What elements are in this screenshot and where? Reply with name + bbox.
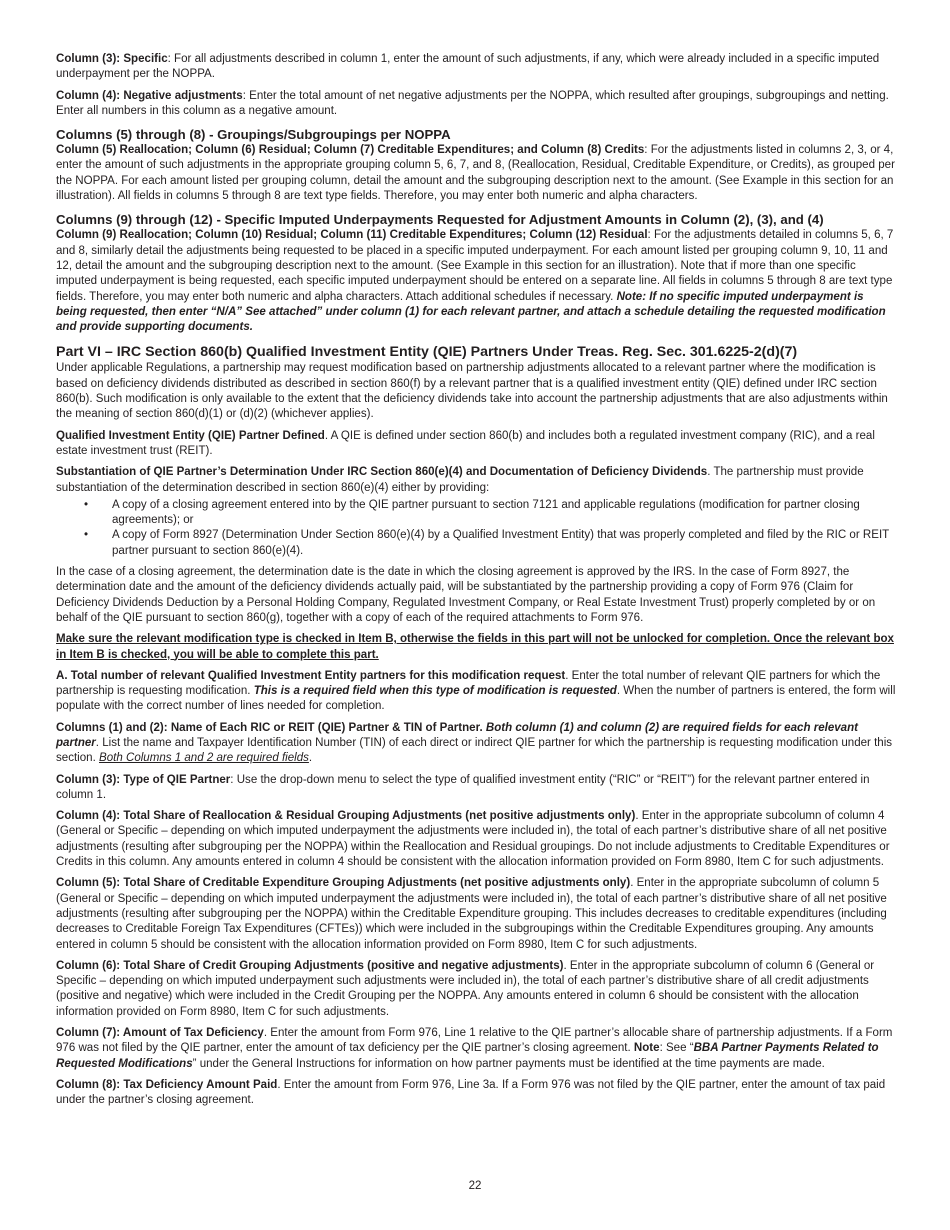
cols9to12-paragraph [56, 228, 896, 335]
closing-agreement-paragraph: In the case of a closing agreement, the determination date is the date in which the closing agreement is approved by the IRS. In the case of Form 8927, the determination date and the amount of the deficiency dividends actually paid, will be substantiated by the partnership providing a copy of Form 976 (Claim for Deficiency Dividends Deduction by a Personal Holding Company, Regulated Investment Company, or Real Estate Investment Trust) properly completed by or on behalf of the QIE pursuant to section 860(g), together with a copy of each of the required attachments to Form 976. [56, 566, 876, 624]
columns-1-2-required-note: Both column (1) and column (2) are required fields for each relevant partner [56, 721, 858, 749]
columns-1-2-paragraph [56, 721, 896, 767]
bullet-icon: • [84, 529, 89, 542]
page-number: 22 [468, 1180, 482, 1192]
col4-text: : Enter the total amount of net negative adjustments per the NOPPA, which resulted after groupings, subgroupings and netting. Enter all numbers in this column as a negative amount. [56, 89, 889, 117]
column-8-text: . Enter the amount from Form 976, Line 3a. If a Form 976 was not filed by the QIE partner, enter the amount of tax paid under the partner’s closing agreement. [56, 1078, 886, 1107]
col3-label: Column (3): Specific [56, 53, 168, 65]
col4-paragraph [56, 89, 896, 120]
column-5-paragraph [56, 876, 896, 952]
cols5to8-text: : For the adjustments listed in columns 2, 3, or 4, enter the amount of such adjustments in the appropriate grouping column 5, 6, 7, and 8, (Reallocation, Residual, Creditable Expenditure, or Credits), as grouped per the NOPPA. For each amount listed per grouping column, detail the amount and the subgrouping description next to the amount. (See Example in this section for an illustration). All fields in columns 5 through 8 are text type fields. Therefore, you may enter both numeric and alpha characters. [56, 144, 895, 203]
item-b-warning [56, 632, 896, 663]
col4-label: Column (4): Negative adjustments [56, 89, 243, 102]
column-6-paragraph [56, 959, 896, 1020]
document-page [56, 52, 896, 1115]
substantiation-list [56, 498, 896, 559]
column-7-note-label: Note [633, 1042, 660, 1055]
substantiation-label: Substantiation of QIE Partner’s Determination Under IRC Section 860(e)(4) and Documentation of Deficiency Dividends [56, 466, 708, 479]
column-7-label: Column (7): Amount of Tax Deficiency [56, 1027, 264, 1040]
column-3-paragraph [56, 773, 896, 804]
cols5to8-paragraph [56, 143, 896, 204]
item-b-warning-text: Make sure the relevant modification type is checked in Item B, otherwise the fields in this part will not be unlocked for completion. Once the relevant box in Item B is checked, you will be able to complete this part. [56, 633, 894, 661]
column-8-paragraph [56, 1078, 896, 1109]
substantiation-paragraph [56, 465, 896, 496]
columns-1-2-text: . List the name and Taxpayer Identification Number (TIN) of each direct or indirect QIE partner for which the partnership is requesting modification under this section. [56, 736, 893, 765]
column-7-text-3: ” under the General Instructions for information on how partner payments must be identified at the time payments are made. [192, 1057, 825, 1070]
column-8-label: Column (8): Tax Deficiency Amount Paid [56, 1078, 278, 1091]
qie-defined-label: Qualified Investment Entity (QIE) Partner Defined [56, 429, 325, 442]
column-6-label: Column (6): Total Share of Credit Grouping Adjustments (positive and negative adjustments) [56, 959, 564, 972]
list-item [84, 498, 896, 529]
qie-defined-paragraph [56, 429, 896, 460]
column-4-text: . Enter in the appropriate subcolumn of column 4 (General or Specific – depending on which imputed underpayment the adjustments were included in), the total of each partner’s distributive share of all net positive adjustments (resulting after subgrouping per the NOPPA) within the Reallocation and Residual groupings. Do not include adjustments to Creditable Expenditures or Credits in this column. Any amounts entered in column 4 should be consistent with the allocation information provided on Form 8980, Item C for such adjustments. [56, 810, 890, 869]
column-3-label: Column (3): Type of QIE Partner [56, 773, 231, 786]
item-a-label: A. Total number of relevant Qualified Investment Entity partners for this modification request [56, 669, 566, 682]
column-7-paragraph [56, 1026, 896, 1072]
item-a-required-note: This is a required field when this type of modification is requested [253, 685, 617, 698]
cols5to8-heading: Columns (5) through (8) - Groupings/Subgroupings per NOPPA [56, 127, 451, 143]
list-item-text: A copy of Form 8927 (Determination Under Section 860(e)(4) by a Qualified Investment Entity) that was properly completed and filed by the RIC or REIT partner pursuant to section 860(e)(4). [112, 529, 890, 557]
list-item [84, 528, 896, 559]
columns-1-2-label: Columns (1) and (2): Name of Each RIC or REIT (QIE) Partner & TIN of Partner. [56, 721, 486, 734]
item-a-text-end: . When the number of partners is entered, the form will populate with the correct number of lines needed for completion. [56, 685, 896, 713]
item-a-paragraph [56, 669, 896, 715]
part6-heading: Part VI – IRC Section 860(b) Qualified Investment Entity (QIE) Partners Under Treas. Reg. Sec. 301.6225-2(d)(7) [56, 344, 798, 361]
cols9to12-note: Note: If no specific imputed underpayment is being requested, then enter “N/A” See attached” under column (1) for each relevant partner, and attach a schedule detailing the requested modification and provide supporting documents. [56, 290, 886, 334]
qie-defined-text: . A QIE is defined under section 860(b) and includes both a regulated investment company (RIC), and a real estate investment trust (REIT). [56, 429, 875, 457]
column-5-text: . Enter in the appropriate subcolumn of column 5 (General or Specific – depending on which imputed underpayment the adjustments were included in), the total of each partner’s distributive share of all net positive adjustments (resulting after subgrouping per the NOPPA) within the Creditable Expenditure grouping. This includes decreases to creditable expenditures (including decreases to Creditable Foreign Tax Expenditures (CFTEs)) which were included in the subgroupings within the Creditable Expenditures grouping. Any amounts entered in column 5 should be consistent with the allocation information provided on Form 8980, Item C for such adjustments. [56, 877, 887, 951]
part6-intro: Under applicable Regulations, a partnership may request modification based on partnership adjustments allocated to a relevant partner where the modification is based on deficiency dividends distributed as described in section 860(f) by a relevant partner that is a qualified investment entity (QIE) defined under IRC section 860(b). Such modification is only available to the extent that the deficiency dividends take into account the partnership adjustments that are also adjustments within the meaning of section 860(d)(1) or (d)(2) (whichever applies). [56, 362, 888, 421]
col3-paragraph [56, 52, 896, 83]
column-7-text-2: : See “ [659, 1042, 694, 1055]
column-7-reference: BBA Partner Payments Related to Requested Modifications [56, 1042, 879, 1070]
item-a-text: . Enter the total number of relevant QIE partners for which the partnership is requesting modification. [56, 669, 881, 698]
column-4-label: Column (4): Total Share of Reallocation & Residual Grouping Adjustments (net positive adjustments only) [56, 810, 636, 823]
columns-1-2-underlined: Both Columns 1 and 2 are required fields [99, 752, 309, 765]
cols5to8-label: Column (5) Reallocation; Column (6) Residual; Column (7) Creditable Expenditures; and Column (8) Credits [56, 144, 645, 157]
bullet-icon: • [84, 498, 89, 511]
cols9to12-text: : For the adjustments detailed in columns 5, 6, 7 and 8, similarly detail the adjustments being requested to be placed in a specific imputed underpayment. For each amount listed per grouping column 9, 10, 11 and 12, detail the amount and the subgrouping description next to the amount. (See Example in this section for an illustration). Note that if more than one specific imputed underpayment is being requested, each specific imputed underpayment should be entered on a separate line. All fields in columns 5 through 8 are text type fields. Therefore, you may enter both numeric and alpha characters. Attach additional schedules if necessary. [56, 229, 894, 303]
column-4-paragraph [56, 809, 896, 870]
column-3-text: : Use the drop-down menu to select the type of qualified investment entity (“RIC” or “REIT”) for the relevant partner entered in column 1. [56, 773, 870, 801]
substantiation-text: . The partnership must provide substantiation of the determination described in section 860(e)(4) either by providing: [56, 466, 864, 494]
columns-1-2-end: . [308, 752, 313, 765]
column-7-text: . Enter the amount from Form 976, Line 1 relative to the QIE partner’s allocable share of partnership adjustments. If a Form 976 was not filed by the QIE partner, enter the amount of tax deficiency per the QIE partner’s closing agreement. [56, 1027, 893, 1055]
cols9to12-heading: Columns (9) through (12) - Specific Imputed Underpayments Requested for Adjustment Amounts in Column (2), (3), and (4) [56, 212, 824, 228]
column-5-label: Column (5): Total Share of Creditable Expenditure Grouping Adjustments (net positive adjustments only) [56, 877, 631, 890]
cols9to12-label: Column (9) Reallocation; Column (10) Residual; Column (11) Creditable Expenditures; Column (12) Residual [56, 229, 648, 242]
col3-text: : For all adjustments described in column 1, enter the amount of such adjustments, if any, which were already included in a specific imputed underpayment per the NOPPA. [56, 53, 880, 81]
column-6-text: . Enter in the appropriate subcolumn of column 6 (General or Specific – depending on which imputed underpayment such adjustments were included in), the total of each partner’s distributive share of all credit adjustments (positive and negative) which were included in the Credit Grouping per the NOPPA. Any amounts entered in column 6 should be consistent with the allocation information provided on Form 8980, Item C for such adjustments. [56, 959, 875, 1018]
list-item-text: A copy of a closing agreement entered into by the QIE partner pursuant to section 7121 and applicable regulations (modification for partner closing agreements); or [112, 498, 860, 527]
